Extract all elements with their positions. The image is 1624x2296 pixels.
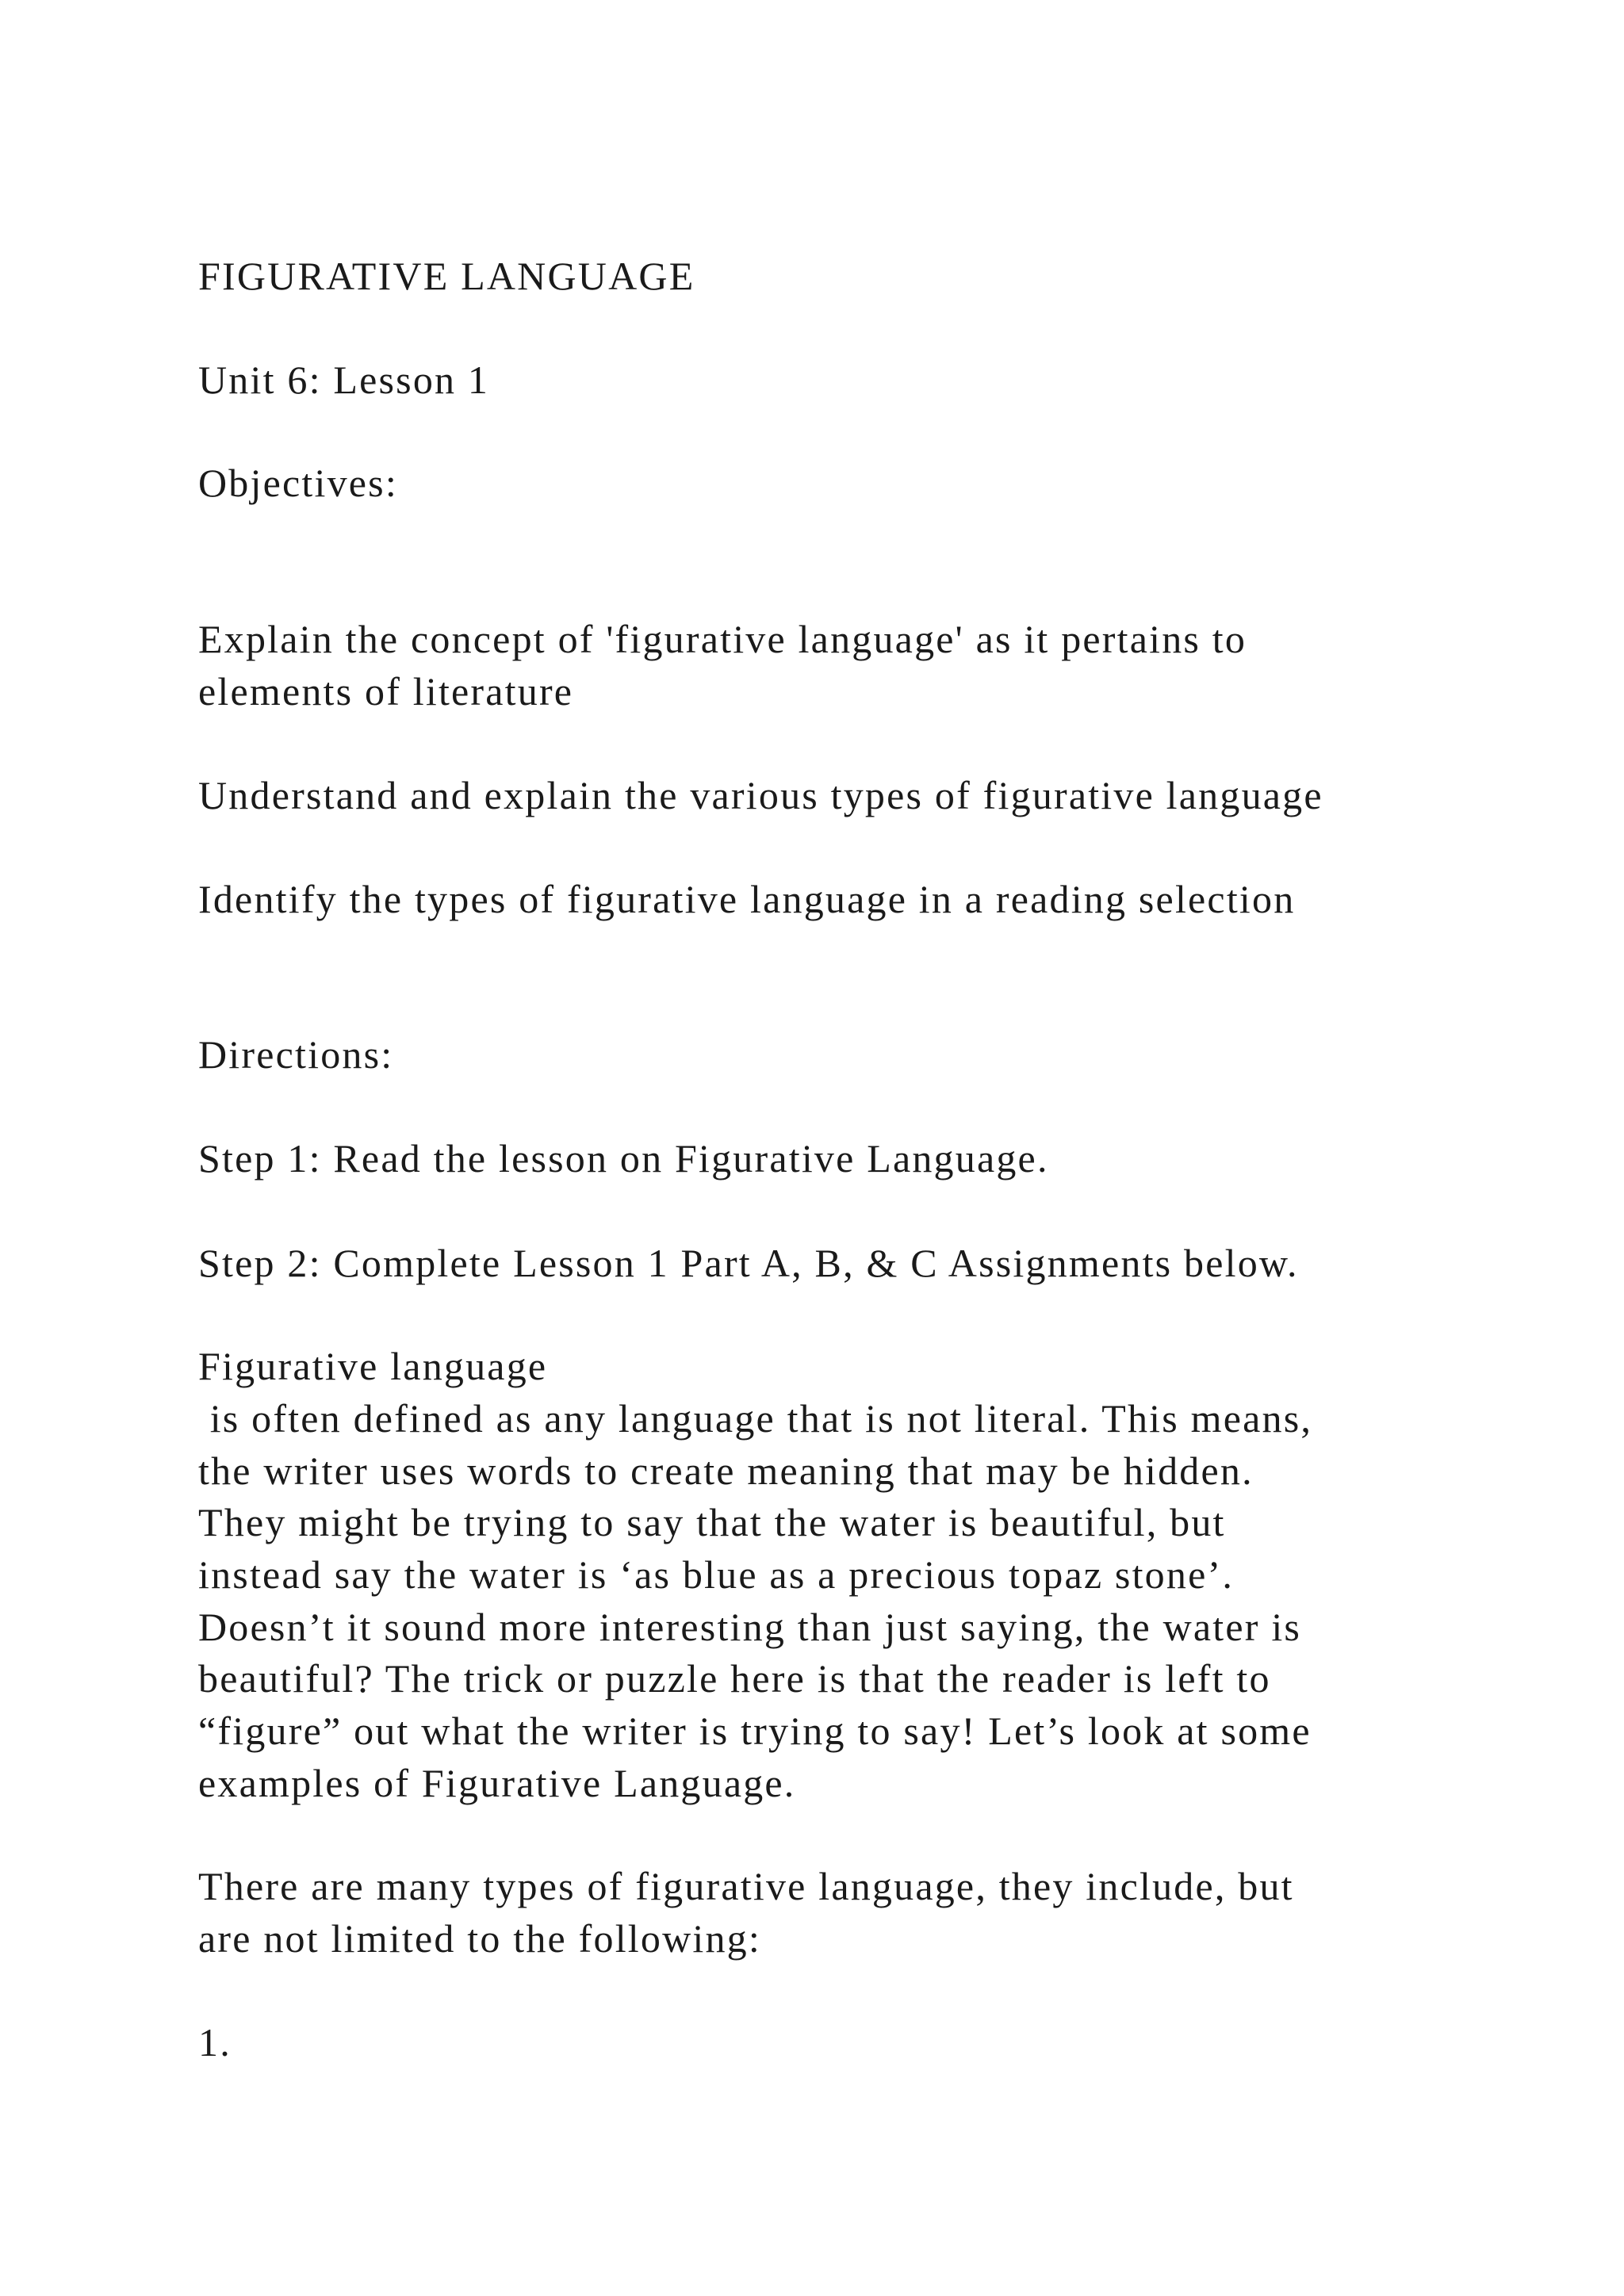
document-title: FIGURATIVE LANGUAGE — [198, 254, 695, 298]
figurative-paragraph-line-8: “figure” out what the writer is trying to say! Let’s look at some — [198, 1709, 1312, 1753]
objective-3: Identify the types of figurative language in a reading selection — [198, 877, 1296, 921]
figurative-paragraph-line-6: Doesn’t it sound more interesting than just saying, the water is — [198, 1605, 1302, 1649]
figurative-paragraph-line-2: is often defined as any language that is not literal. This means, — [198, 1396, 1313, 1441]
objective-1-line-1: Explain the concept of 'figurative language' as it pertains to — [198, 617, 1247, 661]
step-1: Step 1: Read the lesson on Figurative Language. — [198, 1136, 1049, 1181]
figurative-paragraph-line-5: instead say the water is ‘as blue as a precious topaz stone’. — [198, 1552, 1235, 1597]
figurative-paragraph-line-1: Figurative language — [198, 1344, 548, 1388]
types-paragraph-line-1: There are many types of figurative language, they include, but — [198, 1864, 1294, 1908]
objectives-heading: Objectives: — [198, 461, 398, 505]
unit-heading: Unit 6: Lesson 1 — [198, 358, 490, 402]
list-item-number: 1. — [198, 2020, 232, 2064]
figurative-paragraph-line-9: examples of Figurative Language. — [198, 1761, 796, 1805]
objective-1-line-2: elements of literature — [198, 669, 574, 714]
figurative-paragraph-line-7: beautiful? The trick or puzzle here is that the reader is left to — [198, 1656, 1271, 1701]
figurative-paragraph-line-4: They might be trying to say that the water is beautiful, but — [198, 1500, 1226, 1544]
objective-2: Understand and explain the various types of figurative language — [198, 773, 1323, 817]
figurative-paragraph-line-3: the writer uses words to create meaning that may be hidden. — [198, 1448, 1254, 1493]
types-paragraph-line-2: are not limited to the following: — [198, 1916, 761, 1961]
directions-heading: Directions: — [198, 1032, 394, 1077]
step-2: Step 2: Complete Lesson 1 Part A, B, & C Assignments below. — [198, 1241, 1299, 1285]
